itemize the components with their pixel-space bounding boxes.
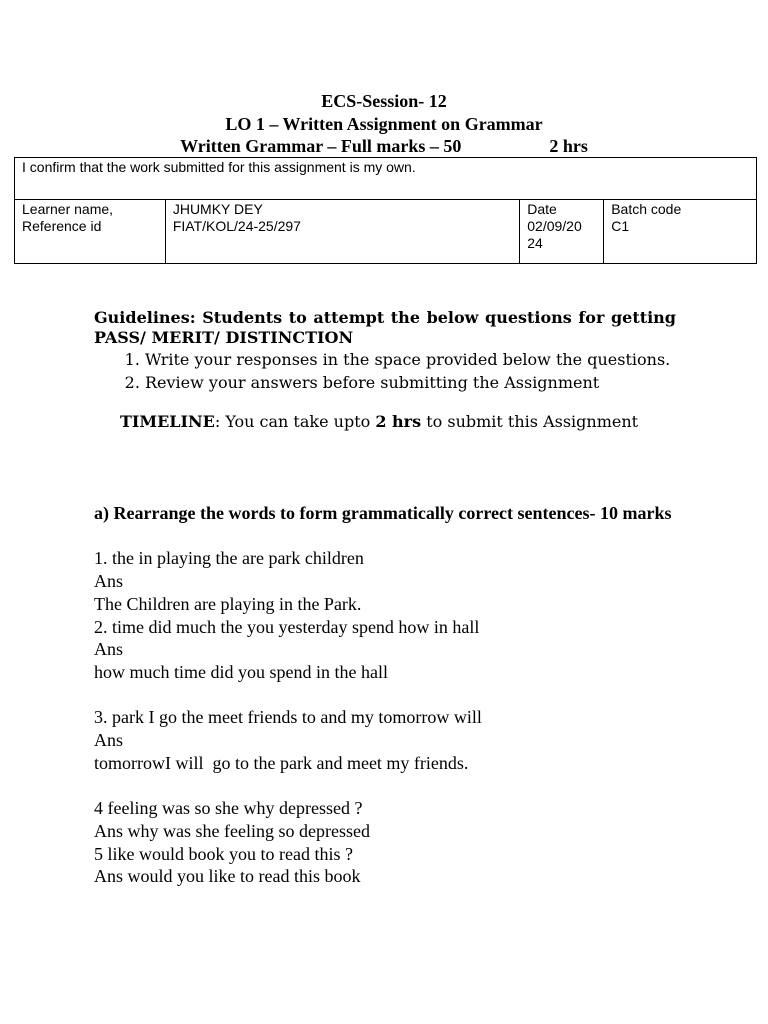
guideline-item: 2. Review your answers before submitting the Assignment (145, 371, 676, 394)
question-line: 5 like would book you to read this ? (94, 843, 353, 864)
assignment-title: LO 1 – Written Assignment on Grammar (225, 114, 543, 134)
answer-line: The Children are playing in the Park. (94, 593, 362, 614)
guidelines-section (94, 308, 676, 432)
date-value-line-1: 02/09/20 (527, 218, 582, 234)
date-value-line-2: 24 (527, 235, 543, 251)
ans-label: Ans (94, 639, 124, 660)
learner-label-cell (15, 200, 166, 264)
question-answer-list (94, 547, 684, 888)
learner-name-label: Learner name, (22, 201, 114, 217)
timeline-text-post: to submit this Assignment (421, 412, 639, 431)
answer-line: tomorrowI will go to the park and meet my friends. (94, 752, 469, 773)
question-line: 3. park I go the meet friends to and my tomorrow will (94, 707, 482, 728)
question-line: 4 feeling was so she why depressed ? (94, 798, 363, 819)
duration-text: 2 hrs (549, 136, 588, 156)
answer-line: Ans why was she feeling so depressed (94, 820, 370, 841)
confirmation-cell: I confirm that the work submitted for this assignment is my own. (15, 158, 757, 200)
timeline-label: TIMELINE (120, 412, 215, 431)
answer-line: Ans would you like to read this book (94, 866, 361, 887)
details-row (15, 200, 757, 264)
learner-value-cell (165, 200, 519, 264)
answer-line: how much time did you spend in the hall (94, 661, 388, 682)
batch-cell (604, 200, 757, 264)
question-line: 1. the in playing the are park children (94, 548, 364, 569)
marks-text: Written Grammar – Full marks – 50 (180, 136, 462, 156)
guideline-item: 1. Write your responses in the space provided below the questions. (145, 348, 676, 371)
marks-heading (0, 135, 768, 157)
section-a (94, 502, 684, 888)
blank-line (94, 684, 684, 707)
batch-code-value: C1 (611, 218, 630, 234)
reference-id-label: Reference id (22, 218, 102, 234)
blank-line (94, 774, 684, 797)
timeline-text-pre: : You can take upto (214, 412, 376, 431)
date-label: Date (527, 201, 557, 217)
ans-label: Ans (94, 730, 124, 750)
section-a-title: a) Rearrange the words to form grammatically correct sentences- 10 marks (94, 503, 672, 523)
timeline-duration: 2 hrs (375, 412, 422, 431)
session-heading: ECS-Session- 12 (321, 91, 447, 111)
ans-label: Ans (94, 571, 124, 592)
batch-code-label: Batch code (611, 201, 682, 217)
question-line: 2. time did much the you yesterday spend how in hall (94, 616, 480, 637)
learner-info-table (14, 157, 757, 264)
timeline-note (94, 412, 676, 432)
learner-name-value: JHUMKY DEY (172, 201, 263, 217)
guidelines-list (94, 348, 676, 394)
reference-id-value: FIAT/KOL/24-25/297 (172, 218, 301, 234)
guidelines-title: Guidelines: Students to attempt the below questions for getting PASS/ MERIT/ DISTINCTION (94, 308, 676, 347)
date-cell (520, 200, 604, 264)
confirmation-row (15, 158, 757, 200)
